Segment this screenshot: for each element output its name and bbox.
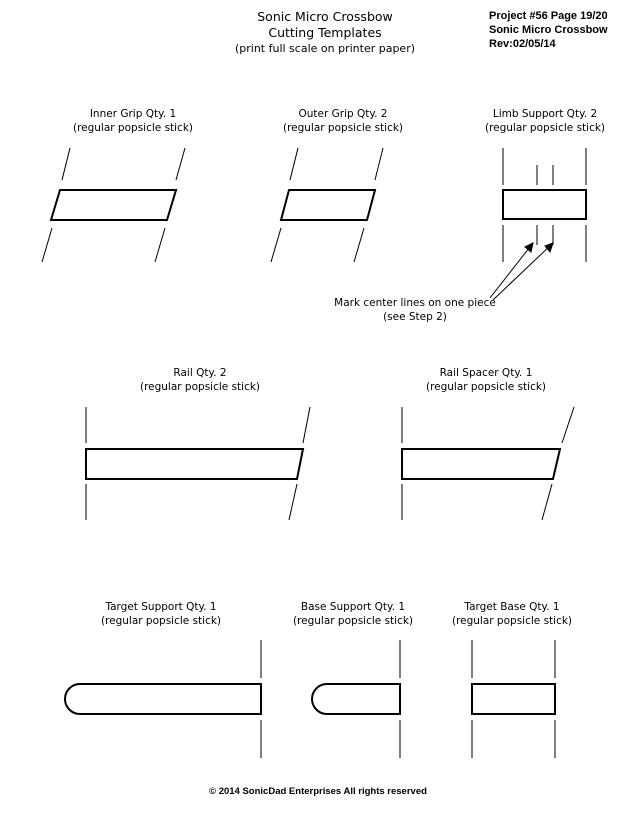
- print-instruction: (print full scale on printer paper): [234, 42, 416, 55]
- project-number: Project #56 Page 19/20: [489, 10, 608, 22]
- rail-spacer-name: Rail Spacer Qty. 1: [439, 367, 533, 379]
- rail-material: (regular popsicle stick): [139, 381, 261, 393]
- rail-spacer-template: [402, 407, 574, 520]
- outer-grip-name: Outer Grip Qty. 2: [298, 108, 388, 120]
- rail-spacer-material: (regular popsicle stick): [425, 381, 547, 393]
- limb-support-template: [503, 148, 586, 262]
- outer-grip-material: (regular popsicle stick): [282, 122, 404, 134]
- inner-grip-name: Inner Grip Qty. 1: [89, 108, 177, 120]
- rail-name: Rail Qty. 2: [173, 367, 227, 379]
- target-base-material: (regular popsicle stick): [451, 615, 573, 627]
- copyright-footer: © 2014 SonicDad Enterprises All rights reserved: [209, 786, 427, 797]
- limb-support-material: (regular popsicle stick): [484, 122, 606, 134]
- limb-support-name: Limb Support Qty. 2: [492, 108, 598, 120]
- base-support-name: Base Support Qty. 1: [300, 601, 406, 613]
- document-subtitle: Cutting Templates: [268, 25, 382, 40]
- base-support-material: (regular popsicle stick): [292, 615, 414, 627]
- inner-grip-template: [42, 148, 185, 262]
- revision-date: Rev:02/05/14: [489, 38, 556, 50]
- base-support-template: [312, 640, 400, 758]
- target-base-template: [472, 640, 555, 758]
- rail-template: [86, 407, 310, 520]
- center-line-arrows: [490, 243, 553, 300]
- outer-grip-template: [271, 148, 383, 262]
- target-support-name: Target Support Qty. 1: [105, 601, 217, 613]
- center-lines-note-line2: (see Step 2): [383, 311, 447, 323]
- inner-grip-material: (regular popsicle stick): [72, 122, 194, 134]
- center-lines-note-line1: Mark center lines on one piece: [334, 297, 496, 309]
- project-name: Sonic Micro Crossbow: [489, 24, 608, 36]
- target-support-template: [65, 640, 261, 758]
- target-support-material: (regular popsicle stick): [100, 615, 222, 627]
- document-title: Sonic Micro Crossbow: [257, 9, 393, 24]
- target-base-name: Target Base Qty. 1: [464, 601, 560, 613]
